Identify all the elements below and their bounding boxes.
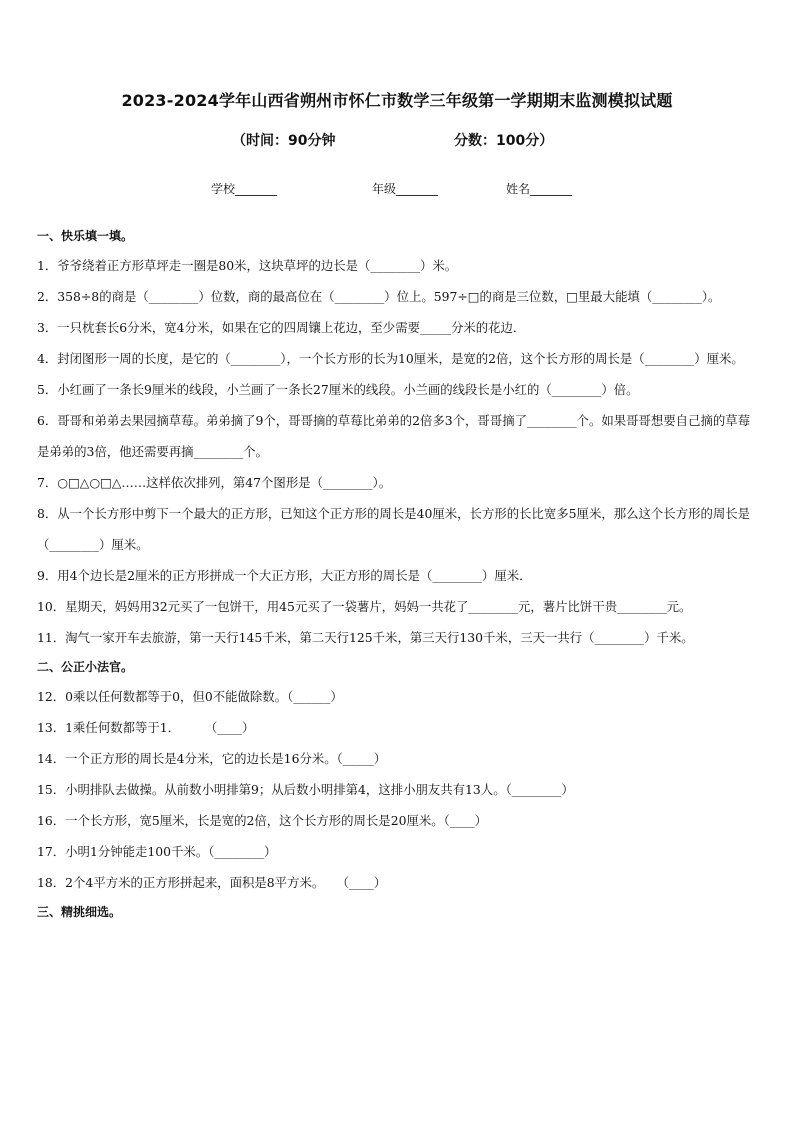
question-7: 7．○□△○□△……这样依次排列，第47个图形是（________）。 (37, 475, 392, 490)
question-12: 12．0乘以任何数都等于0，但0不能做除数。（______） (37, 689, 343, 704)
question-8: 8．从一个长方形中剪下一个最大的正方形，已知这个正方形的周长是40厘米，长方形的长比宽多5厘米，那么这个长方形的周长是（________）厘米。 (37, 506, 751, 552)
exam-score: 分数：100分） (454, 133, 554, 149)
question-17: 17．小明1分钟能走100千米。（________） (37, 844, 277, 859)
question-5: 5．小红画了一条长9厘米的线段，小兰画了一条长27厘米的线段。小兰画的线段长是小红的（________）倍。 (37, 382, 639, 397)
section-heading: 二、公正小法官。 (37, 660, 134, 674)
exam-content (37, 222, 757, 926)
question-2: 2．358÷8的商是（________）位数，商的最高位在（________）位上。597÷□的商是三位数，□里最大能填（________）。 (37, 289, 721, 304)
name-field: 姓名_______ (506, 182, 573, 196)
grade-field: 年级_______ (372, 182, 439, 196)
question-14: 14．一个正方形的周长是4分米，它的边长是16分米。（_____） (37, 751, 387, 766)
question-9: 9．用4个边长是2厘米的正方形拼成一个大正方形，大正方形的周长是（________）厘米． (37, 568, 532, 583)
exam-title: 2023-2024学年山西省朔州市怀仁市数学三年级第一学期期末监测模拟试题 (121, 91, 673, 110)
question-4: 4．封闭图形一周的长度，是它的（________），一个长方形的长为10厘米，是宽的2倍，这个长方形的周长是（________）厘米。 (37, 351, 744, 366)
question-6: 6．哥哥和弟弟去果园摘草莓。弟弟摘了9个，哥哥摘的草莓比弟弟的2倍多3个，哥哥摘了________个。如果哥哥想要自己摘的草莓是弟弟的3倍，他还需要再摘________个。 (37, 413, 751, 459)
question-1: 1．爷爷绕着正方形草坪走一圈是80米，这块草坪的边长是（________）米。 (37, 258, 458, 273)
question-18: 18．2个4平方米的正方形拼起来，面积是8平方米。 （____） (37, 875, 387, 890)
question-15: 15．小明排队去做操。从前数小明排第9；从后数小明排第4，这排小朋友共有13人。（________） (37, 782, 574, 797)
question-3: 3．一只枕套长6分米，宽4分米，如果在它的四周镶上花边，至少需要_____分米的花边． (37, 320, 526, 335)
question-10: 10．星期天，妈妈用32元买了一包饼干，用45元买了一袋薯片，妈妈一共花了________元，薯片比饼干贵________元。 (37, 599, 692, 614)
section-heading: 三、精挑细选。 (37, 905, 122, 919)
section-heading: 一、快乐填一填。 (37, 229, 134, 243)
question-13: 13．1乘任何数都等于1． （____） (37, 720, 255, 735)
question-11: 11．淘气一家开车去旅游，第一天行145千米，第二天行125千米，第三天行130千米，三天一共行（________）千米。 (37, 630, 694, 645)
question-16: 16．一个长方形，宽5厘米，长是宽的2倍，这个长方形的周长是20厘米。（____） (37, 813, 487, 828)
school-field: 学校_______ (211, 182, 278, 196)
exam-time: （时间：90分钟 (232, 133, 336, 149)
